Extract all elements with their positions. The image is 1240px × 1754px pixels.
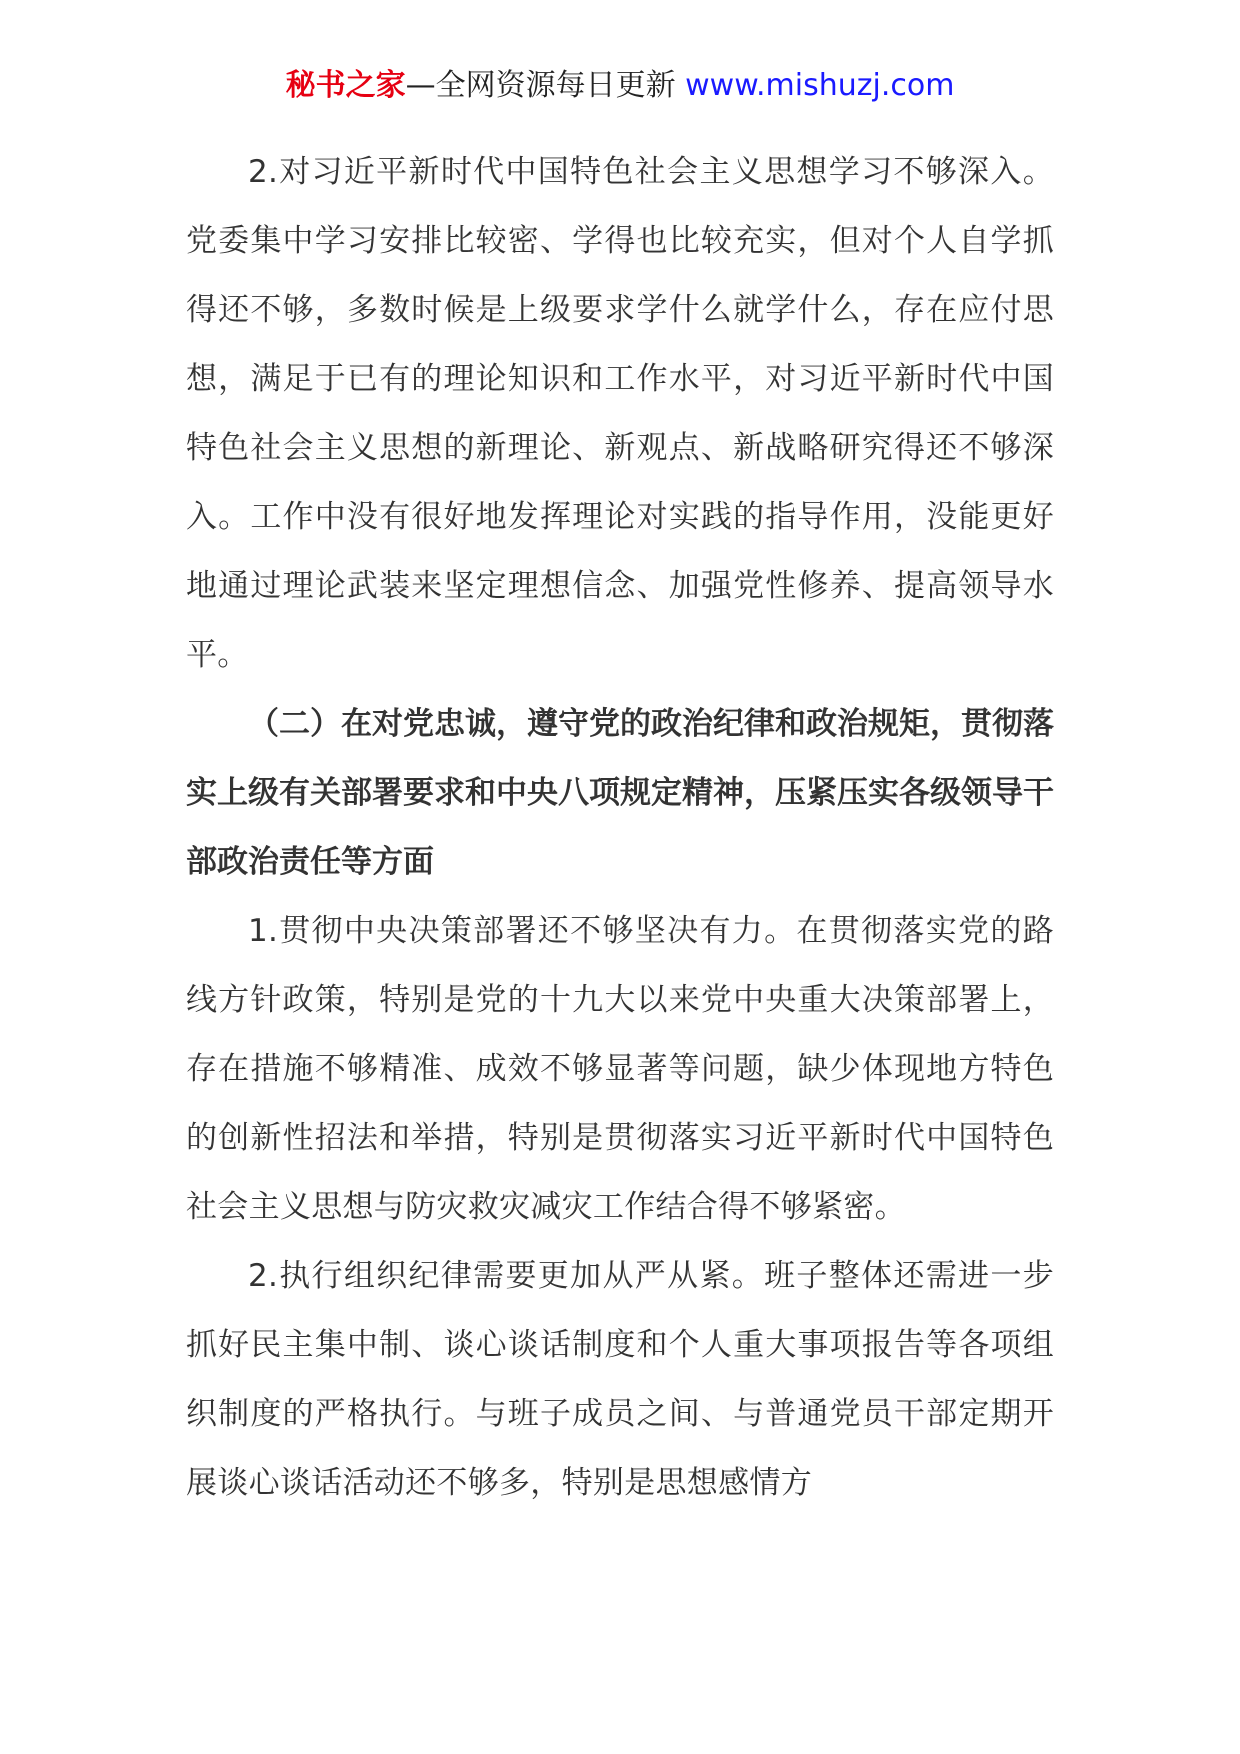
paragraph-organization-discipline: 2.执行组织纪律需要更加从严从紧。班子整体还需进一步抓好民主集中制、谈心谈话制度和个人重大事项报告等各项组织制度的严格执行。与班子成员之间、与普通党员干部定期开展谈心谈话活动还不够多，特别是思想感情方 (186, 1258, 1054, 1501)
paragraph-implementation: 1.贯彻中央决策部署还不够坚决有力。在贯彻落实党的路线方针政策，特别是党的十九大以来党中央重大决策部署上，存在措施不够精准、成效不够显著等问题，缺少体现地方特色的创新性招法和举措，特别是贯彻落实习近平新时代中国特色社会主义思想与防灾救灾减灾工作结合得不够紧密。 (186, 913, 1054, 1225)
section-heading-2: （二）在对党忠诚，遵守党的政治纪律和政治规矩，贯彻落实上级有关部署要求和中央八项规定精神，压紧压实各级领导干部政治责任等方面 (186, 706, 1054, 880)
site-brand: 秘书之家 (285, 68, 406, 103)
page-header (0, 66, 1240, 106)
document-body (186, 138, 1054, 1518)
site-url-link[interactable]: www.mishuzj.com (685, 68, 955, 103)
paragraph-study-insufficient: 2.对习近平新时代中国特色社会主义思想学习不够深入。党委集中学习安排比较密、学得也比较充实，但对个人自学抓得还不够，多数时候是上级要求学什么就学什么，存在应付思想，满足于已有的理论知识和工作水平，对习近平新时代中国特色社会主义思想的新理论、新观点、新战略研究得还不够深入。工作中没有很好地发挥理论对实践的指导作用，没能更好地通过理论武装来坚定理想信念、加强党性修养、提高领导水平。 (186, 154, 1054, 673)
site-tagline: —全网资源每日更新 (405, 68, 676, 103)
